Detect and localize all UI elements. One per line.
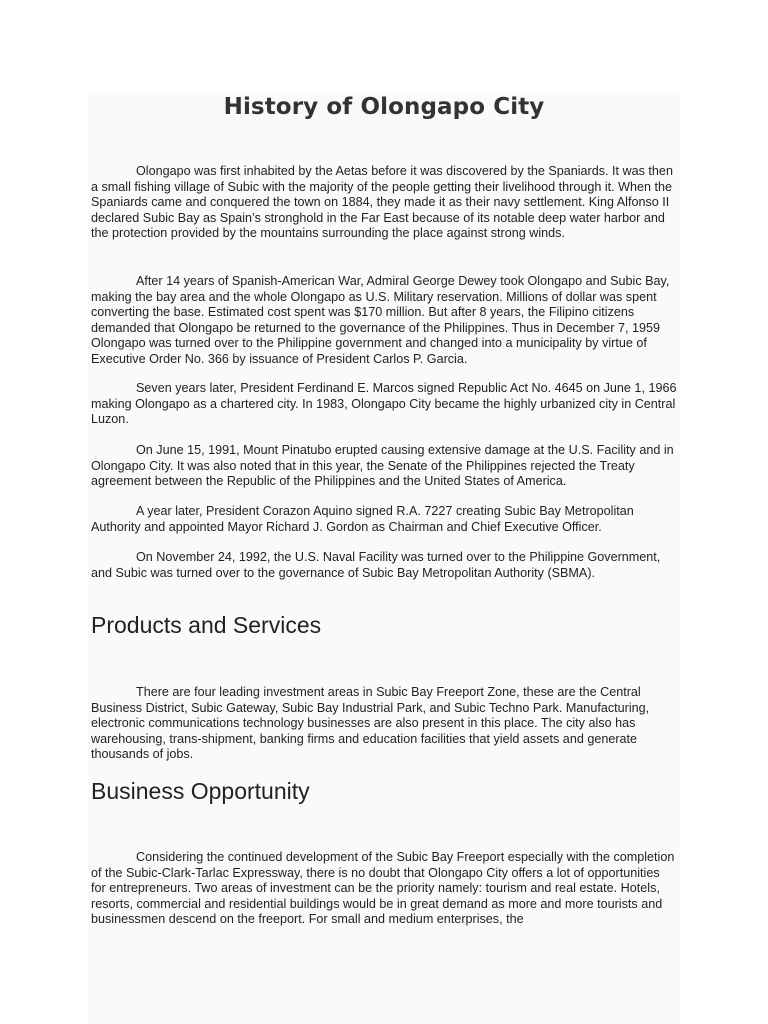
paragraph-history-5: A year later, President Corazon Aquino signed R.A. 7227 creating Subic Bay Metropolitan Authority and appointed Mayor Richard J. Gordon as Chairman and Chief Executive Officer. — [91, 504, 634, 534]
paragraph-history-4: On June 15, 1991, Mount Pinatubo erupted causing extensive damage at the U.S. Facility and in Olongapo City. It was also noted that in this year, the Senate of the Philippines rejected the Treaty agreement between the Republic of the Philippines and the United States of America. — [91, 443, 674, 488]
paragraph-history-1: Olongapo was first inhabited by the Aetas before it was discovered by the Spaniards. It was then a small fishing village of Subic with the majority of the people getting their livelihood through it. When the Spaniards came and conquered the town on 1884, they made it as their navy settlement. King Alfonso II declared Subic Bay as Spain’s stronghold in the Far East because of its notable deep water harbor and the protection provided by the mountains surrounding the place against strong winds. — [91, 164, 673, 240]
page-title: History of Olongapo City — [223, 94, 545, 120]
paragraph-history-2: After 14 years of Spanish-American War, Admiral George Dewey took Olongapo and Subic Bay, making the bay area and the whole Olongapo as U.S. Military reservation. Millions of dollar was spent converting the base. Estimated cost spent was $170 million. But after 8 years, the Filipino citizens demanded that Olongapo be returned to the governance of the Philippines. Thus in December 7, 1959 Olongapo was turned over to the Philippine government and changed into a municipality by virtue of Executive Order No. 366 by issuance of President Carlos P. Garcia. — [91, 274, 670, 366]
section-heading-business: Business Opportunity — [91, 778, 310, 804]
paragraph-history-6: On November 24, 1992, the U.S. Naval Facility was turned over to the Philippine Government, and Subic was turned over to the governance of Subic Bay Metropolitan Authority (SBMA). — [91, 550, 661, 580]
paragraph-business: Considering the continued development of the Subic Bay Freeport especially with the completion of the Subic-Clark-Tarlac Expressway, there is no doubt that Olongapo City offers a lot of opportunities for entrepreneurs. Two areas of investment can be the priority namely: tourism and real estate. Hotels, resorts, commercial and residential buildings would be in great demand as more and more tourists and businessmen descend on the freeport. For small and medium enterprises, the — [91, 850, 675, 926]
section-heading-products: Products and Services — [91, 612, 322, 638]
paragraph-history-3: Seven years later, President Ferdinand E. Marcos signed Republic Act No. 4645 on June 1, 1966 making Olongapo as a chartered city. In 1983, Olongapo City became the highly urbanized city in Central Luzon. — [91, 381, 677, 426]
document-page — [88, 92, 680, 1024]
paragraph-products: There are four leading investment areas in Subic Bay Freeport Zone, these are the Central Business District, Subic Gateway, Subic Bay Industrial Park, and Subic Techno Park. Manufacturing, electronic communications technology businesses are also present in this place. The city also has warehousing, trans-shipment, banking firms and education facilities that yield assets and generate thousands of jobs. — [91, 685, 650, 761]
